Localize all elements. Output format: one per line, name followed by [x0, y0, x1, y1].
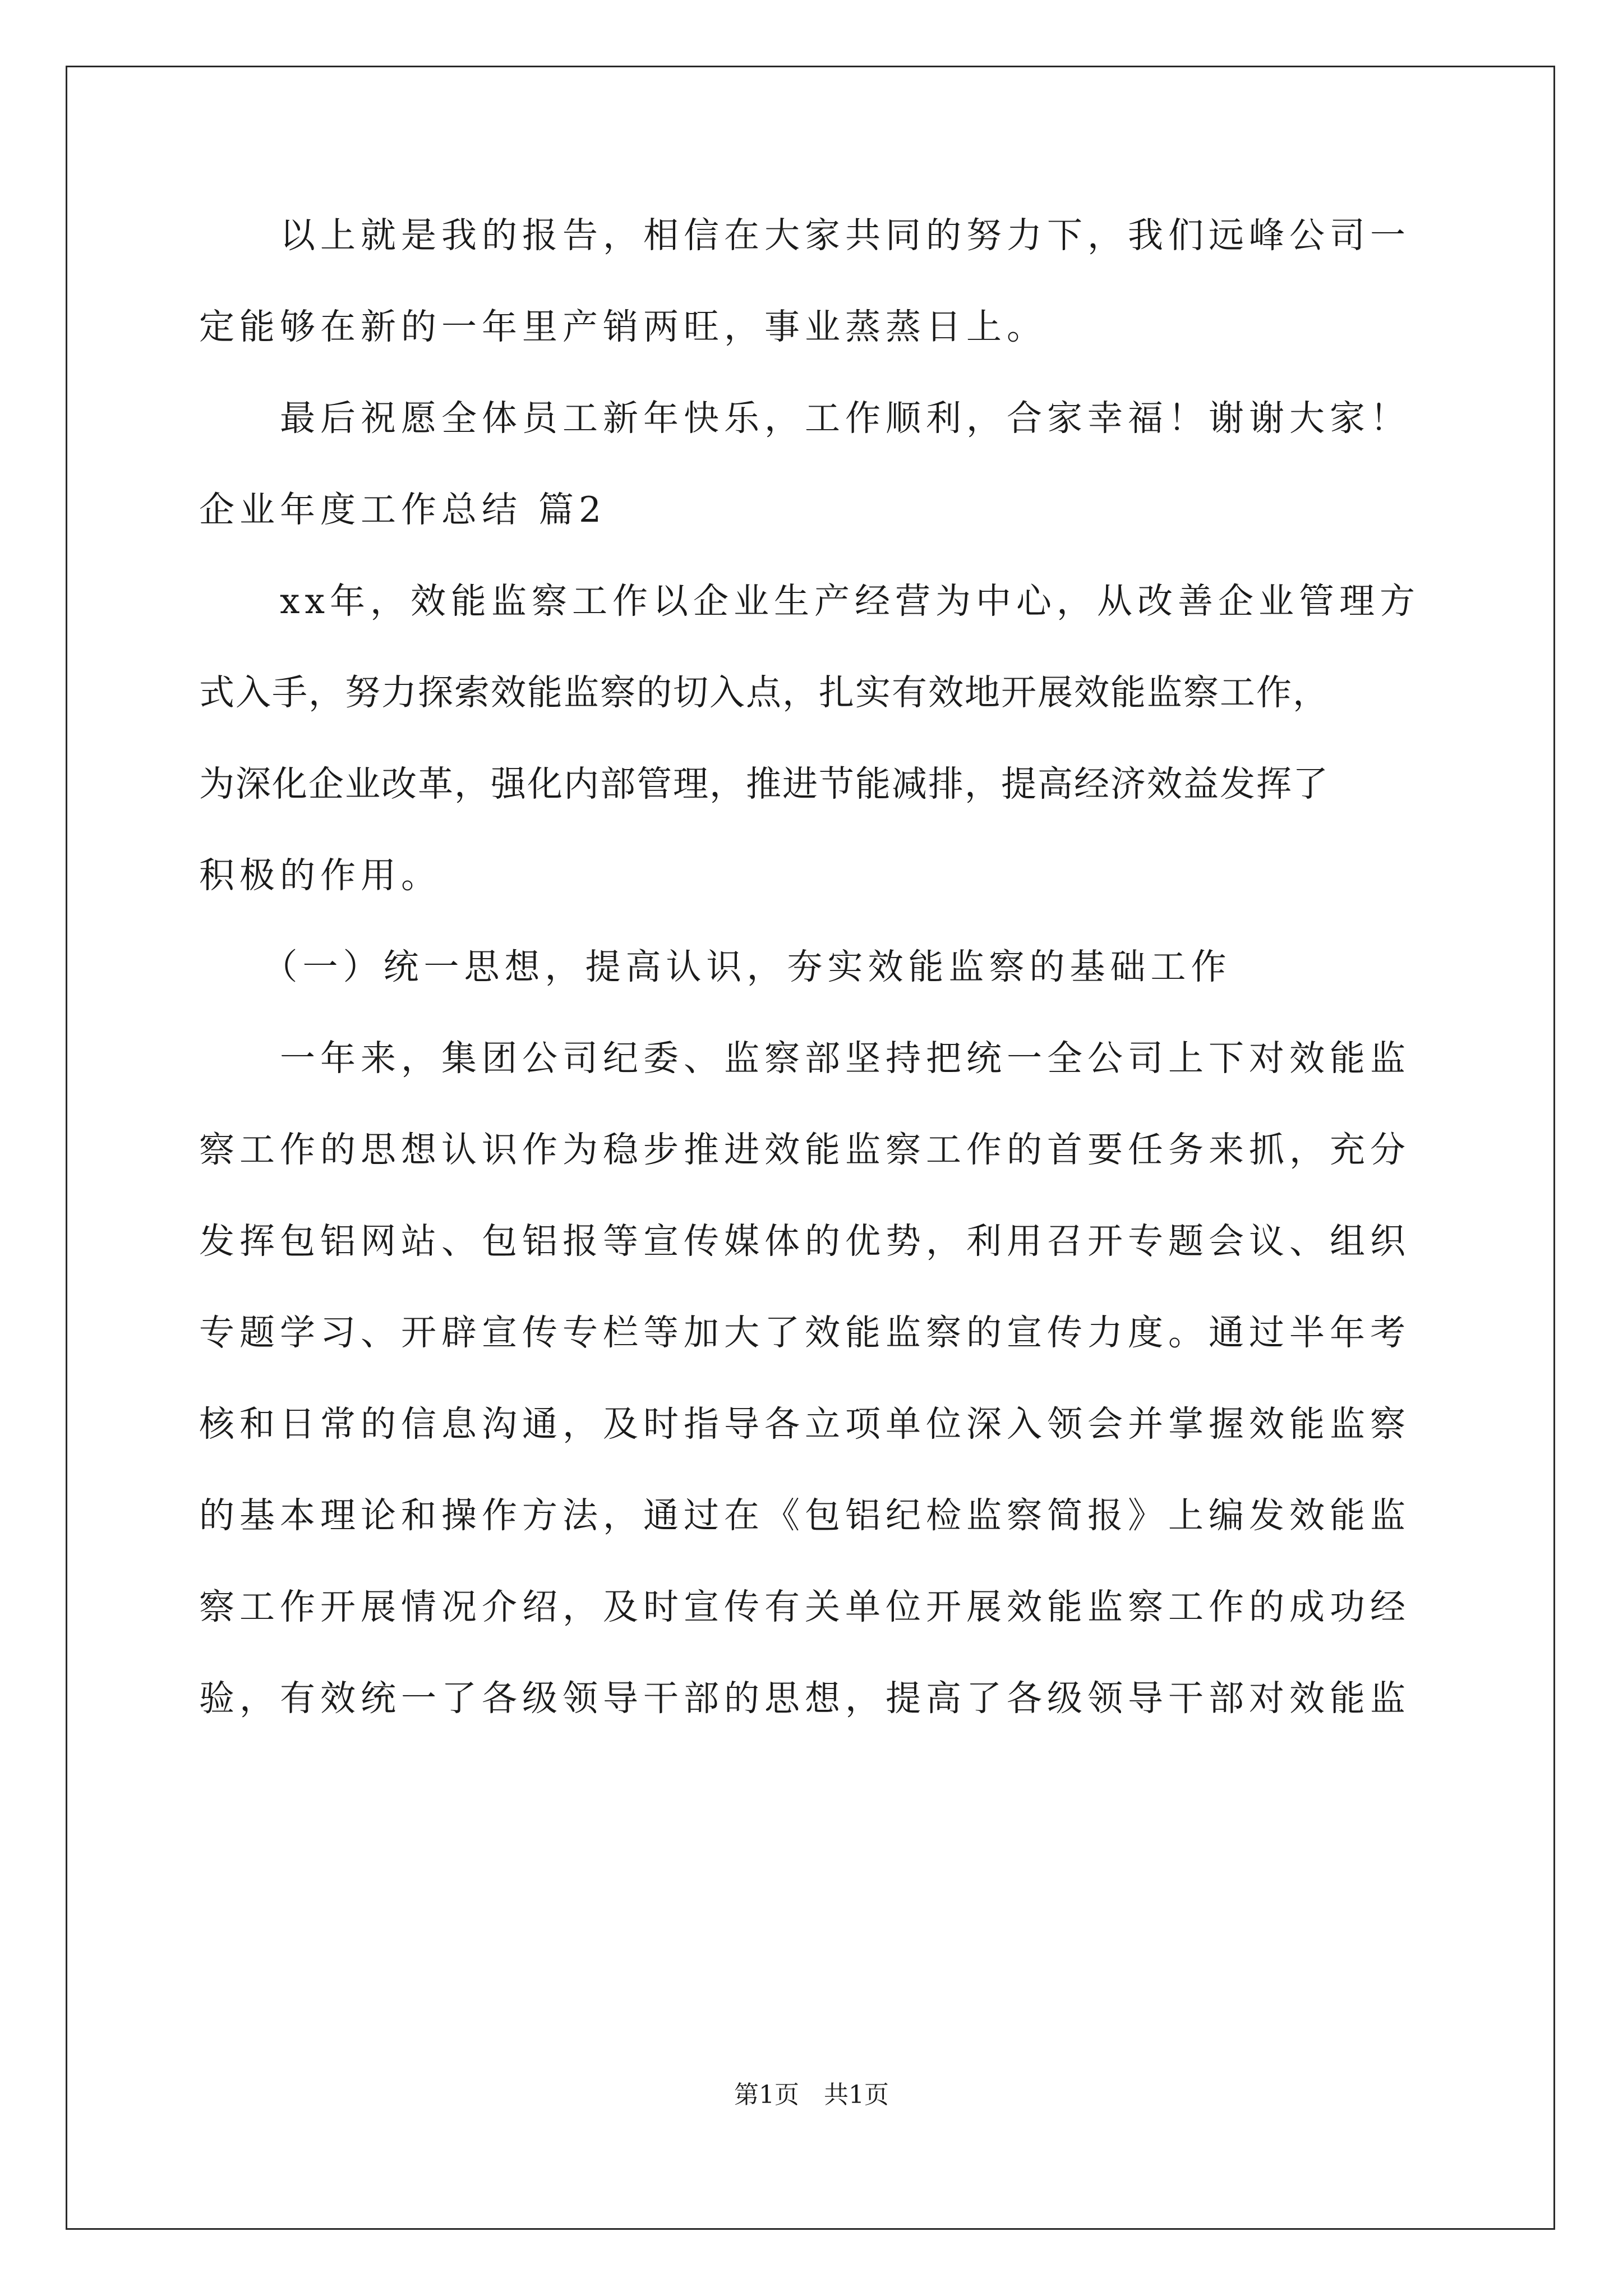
paragraph-line: 察工作的思想认识作为稳步推进效能监察工作的首要任务来抓，充分 — [199, 1129, 1410, 1170]
paragraph-line: 积极的作用。 — [199, 855, 441, 896]
paragraph-line: 验，有效统一了各级领导干部的思想，提高了各级领导干部对效能监 — [199, 1678, 1410, 1719]
paragraph-line: 为深化企业改革，强化内部管理，推进节能减排，提高经济效益发挥了 — [199, 763, 1329, 804]
paragraph-line: 一年来，集团公司纪委、监察部坚持把统一全公司上下对效能监 — [199, 1038, 1410, 1079]
paragraph-line: 以上就是我的报告，相信在大家共同的努力下，我们远峰公司一 — [199, 215, 1410, 256]
paragraph-line: 最后祝愿全体员工新年快乐，工作顺利，合家幸福！谢谢大家！ — [199, 398, 1410, 439]
paragraph-line: 式入手，努力探索效能监察的切入点，扎实有效地开展效能监察工作， — [199, 672, 1329, 713]
paragraph-line: 发挥包铝网站、包铝报等宣传媒体的优势，利用召开专题会议、组织 — [199, 1221, 1410, 1262]
paragraph-line: 定能够在新的一年里产销两旺，事业蒸蒸日上。 — [199, 306, 1047, 347]
section-heading: 企业年度工作总结 篇2 — [199, 489, 607, 530]
paragraph-line: xx年，效能监察工作以企业生产经营为中心，从改善企业管理方 — [199, 581, 1421, 622]
paragraph-line: 专题学习、开辟宣传专栏等加大了效能监察的宣传力度。通过半年考 — [199, 1312, 1410, 1353]
paragraph-line: 核和日常的信息沟通，及时指导各立项单位深入领会并掌握效能监察 — [199, 1404, 1410, 1444]
subsection-heading: （一）统一思想，提高认识，夯实效能监察的基础工作 — [199, 946, 1232, 987]
paragraph-line: 的基本理论和操作方法，通过在《包铝纪检监察简报》上编发效能监 — [199, 1495, 1410, 1536]
paragraph-line: 察工作开展情况介绍，及时宣传有关单位开展效能监察工作的成功经 — [199, 1586, 1410, 1627]
page-number-footer: 第1页 共1页 — [734, 2081, 889, 2109]
